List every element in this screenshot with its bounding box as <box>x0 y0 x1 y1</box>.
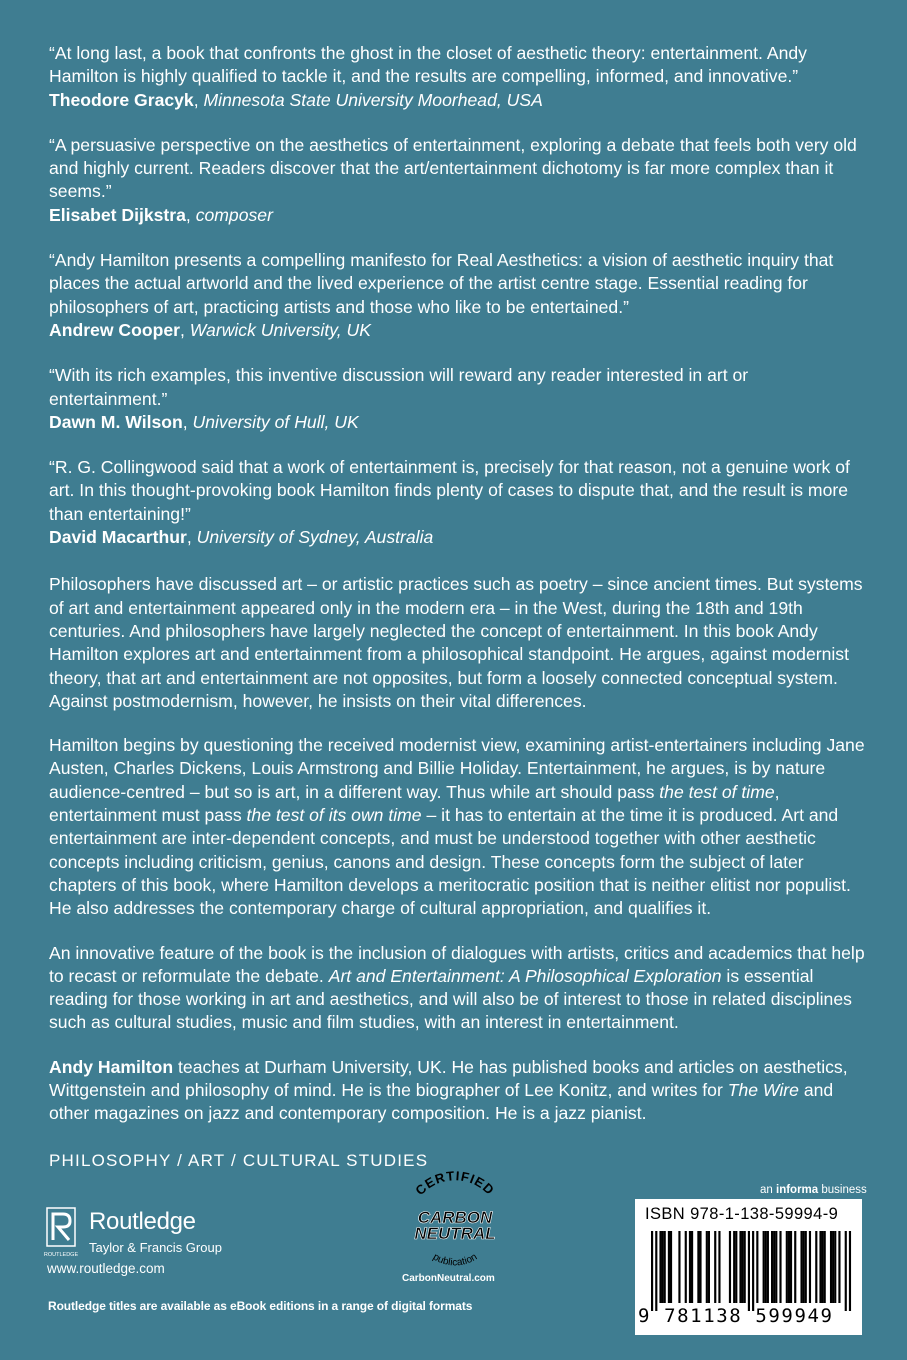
publisher-block <box>43 1208 247 1278</box>
book-title: Art and Entertainment: A Philosophical Exploration <box>328 965 722 986</box>
barcode-bar <box>849 1231 851 1311</box>
barcode-bar <box>771 1231 773 1303</box>
barcode-bar <box>786 1231 788 1303</box>
description-paragraph: Philosophers have discussed art – or artistic practices such as poetry – since ancient times. But systems of art and entertainment appeared only in the modern era – in the West, during the 18th and 19th centuries. And philosophers have largely neglected the concept of entertainment. In this book Andy Hamilton explores art and entertainment from a philosophical standpoint. He argues, against modernist theory, that art and entertainment are not opposites, but form a loosely connected conceptual system. Against postmodernism, however, he insists on their vital differences. <box>49 574 863 711</box>
barcode-bar <box>773 1231 775 1303</box>
endorser-name: Elisabet Dijkstra <box>49 204 186 225</box>
barcode-bar <box>790 1231 792 1303</box>
carbon-neutral-url[interactable]: CarbonNeutral.com <box>402 1273 495 1284</box>
barcode-bar <box>718 1231 720 1303</box>
logo-lettering: ROUTLEDGE <box>43 1252 79 1258</box>
emphasis: the test of time <box>659 781 775 802</box>
quote-text: “A persuasive perspective on the aesthetics of entertainment, exploring a debate that feels both very old and highly current. Readers discover that the art/entertainment dichotomy is far more complex than it seems.” <box>49 134 857 202</box>
barcode-bar <box>845 1231 847 1311</box>
author-name: Andy Hamilton <box>49 1056 174 1077</box>
quote-text: “R. G. Collingwood said that a work of entertainment is, precisely for that reason, not a genuine work of art. In this thought-provoking book Hamilton finds plenty of cases to dispute that, and the result is more than entertaining!” <box>49 457 850 524</box>
barcode-bar <box>706 1231 708 1303</box>
barcode-digits: 9 781138 599949 <box>638 1305 834 1327</box>
barcode-bar <box>815 1231 817 1303</box>
barcode-bar <box>822 1231 824 1303</box>
seal-top-text: CERTIFIED <box>412 1170 498 1199</box>
emphasis: the test of its own time <box>246 805 422 826</box>
barcode-bar <box>664 1231 666 1303</box>
endorser-affiliation: Minnesota State University Moorhead, USA <box>203 89 543 110</box>
subject-category: PHILOSOPHY / ART / CULTURAL STUDIES <box>49 1151 429 1170</box>
publisher-name: Routledge <box>89 1208 196 1235</box>
barcode-bar <box>838 1231 840 1303</box>
text-span: teaches at Durham University, UK. He has published books and articles on aesthetics, Wittgenstein and philosophy of mind. He is the biographer of Lee Konitz, and writes for <box>49 1056 848 1100</box>
seal-line-1: CARBON <box>417 1208 493 1227</box>
barcode-bar <box>651 1231 653 1311</box>
endorser-affiliation: University of Hull, UK <box>192 411 359 432</box>
endorser-affiliation: composer <box>195 204 273 225</box>
barcode-bar <box>668 1231 670 1303</box>
endorser-affiliation: Warwick University, UK <box>189 319 371 340</box>
text-span: Hamilton begins by questioning the received modernist view, examining artist-entertainers including Jane Austen, Charles Dickens, Louis Armstrong and Billie Holiday. Entertainment, he argues, is by nature audience-centred – but so is art, in a different way. Thus while art should pass <box>49 735 865 802</box>
quote-attribution: Theodore Gracyk, Minnesota State University Moorhead, USA <box>49 89 543 110</box>
text-span: and other magazines on jazz and contemporary composition. He is a jazz pianist. <box>49 1079 834 1124</box>
barcode-bar <box>685 1231 687 1303</box>
description-paragraph <box>49 734 869 920</box>
text-span: – it has to entertain at the time it is produced. Art and entertainment are inter-dependent concepts, and must be understood together with other aesthetic concepts including criticism, genius, canons and design. These concepts form the subject of later chapters of this book, where Hamilton develops a meritocratic position that is neither elitist nor populist. He also addresses the contemporary charge of cultural appropriation, and qualifies it. <box>49 805 851 919</box>
svg-text:CERTIFIED <box>412 1170 497 1198</box>
endorsement-quote <box>49 456 869 549</box>
barcode-bar <box>739 1231 741 1303</box>
barcode-bar <box>803 1231 805 1303</box>
ebook-note: Routledge titles are available as eBook editions in a range of digital formats <box>48 1299 473 1313</box>
endorser-name: Andrew Cooper <box>49 319 180 340</box>
text-span: , entertainment must pass <box>49 781 780 826</box>
barcode-bar <box>697 1231 699 1303</box>
barcode-bar <box>689 1231 691 1303</box>
svg-text:publication <box>431 1252 479 1269</box>
barcode-bar <box>678 1231 680 1303</box>
quote-attribution: Elisabet Dijkstra, composer <box>49 204 273 225</box>
seal-bottom-text: publication <box>430 1251 480 1269</box>
quote-text: “With its rich examples, this inventive discussion will reward any reader interested in art or entertainment.” <box>49 365 749 409</box>
author-bio <box>49 1056 869 1126</box>
barcode-bar <box>733 1231 735 1303</box>
barcode-bar <box>765 1231 767 1303</box>
barcode-bar <box>708 1231 710 1303</box>
endorser-name: Dawn M. Wilson <box>49 411 183 432</box>
quote-attribution: Andrew Cooper, Warwick University, UK <box>49 319 371 340</box>
barcode-bar <box>670 1231 672 1303</box>
barcode-bar <box>699 1231 701 1303</box>
barcode-bar <box>788 1231 790 1303</box>
text-span: business <box>818 1184 867 1196</box>
barcode-bar <box>691 1231 693 1303</box>
magazine-title: The Wire <box>727 1079 799 1100</box>
routledge-logo-icon <box>43 1208 79 1260</box>
barcode-bar <box>830 1231 832 1303</box>
endorsement-quote <box>49 249 869 342</box>
quote-text: “Andy Hamilton presents a compelling manifesto for Real Aesthetics: a vision of aesthetic inquiry that places the actual artworld and the lived experience of the artist centre stage. Essential reading for philosophers of art, practicing artists and those who like to be entertained.” <box>49 250 834 317</box>
barcode-bar <box>742 1231 744 1303</box>
text-span: an <box>760 1184 776 1196</box>
barcode-bars <box>651 1231 851 1311</box>
barcode-bar <box>805 1231 807 1303</box>
barcode-bar <box>748 1231 750 1311</box>
carbon-neutral-seal-icon <box>400 1170 510 1290</box>
barcode-bar <box>800 1231 802 1303</box>
barcode-bar <box>752 1231 754 1311</box>
endorser-name: Theodore Gracyk <box>49 89 194 110</box>
quote-attribution: David Macarthur, University of Sydney, Australia <box>49 527 434 548</box>
back-cover-text <box>49 42 869 1147</box>
barcode-bar <box>735 1231 737 1303</box>
barcode-bar <box>729 1231 731 1303</box>
quote-attribution: Dawn M. Wilson, University of Hull, UK <box>49 411 359 432</box>
informa-tagline <box>760 1184 867 1196</box>
informa-brand: informa <box>776 1184 819 1196</box>
endorser-name: David Macarthur <box>49 527 187 548</box>
endorsement-quote <box>49 134 869 227</box>
description-paragraph <box>49 942 869 1035</box>
barcode-bar <box>744 1231 746 1303</box>
barcode-bar <box>775 1231 777 1303</box>
text-span: is essential reading for those working in art and aesthetics, and will also be of interest to those in related disciplines such as cultural studies, music and film studies, with an interest in entertainment. <box>49 965 852 1033</box>
barcode-bar <box>809 1231 811 1303</box>
text-span: An innovative feature of the book is the inclusion of dialogues with artists, critics and academics that help to recast or reformulate the debate. <box>49 942 865 986</box>
barcode-bar <box>834 1231 836 1303</box>
barcode-bar <box>794 1231 796 1303</box>
barcode-bar <box>824 1231 826 1303</box>
endorser-affiliation: University of Sydney, Australia <box>196 527 434 548</box>
barcode-bar <box>662 1231 664 1303</box>
quote-text: “At long last, a book that confronts the ghost in the closet of aesthetic theory: entertainment. Andy Hamilton is highly qualified to tackle it, and the results are compelling, informed, and innovative.” <box>49 43 807 87</box>
barcode-bar <box>819 1231 821 1303</box>
barcode-bar <box>714 1231 716 1303</box>
barcode-bar <box>659 1231 661 1303</box>
barcode-bar <box>767 1231 769 1303</box>
barcode-bar <box>655 1231 657 1311</box>
endorsement-quote <box>49 364 869 434</box>
barcode-bar <box>832 1231 834 1303</box>
barcode-bar <box>756 1231 758 1303</box>
isbn-label: ISBN 978-1-138-59994-9 <box>645 1205 839 1223</box>
endorsement-quote <box>49 42 869 112</box>
publisher-group: Taylor & Francis Group <box>89 1240 222 1255</box>
publisher-url[interactable]: www.routledge.com <box>47 1261 165 1276</box>
barcode-bar <box>779 1231 781 1303</box>
barcode-bar <box>763 1231 765 1303</box>
isbn-barcode <box>635 1199 862 1335</box>
seal-line-2: NEUTRAL <box>414 1224 496 1243</box>
